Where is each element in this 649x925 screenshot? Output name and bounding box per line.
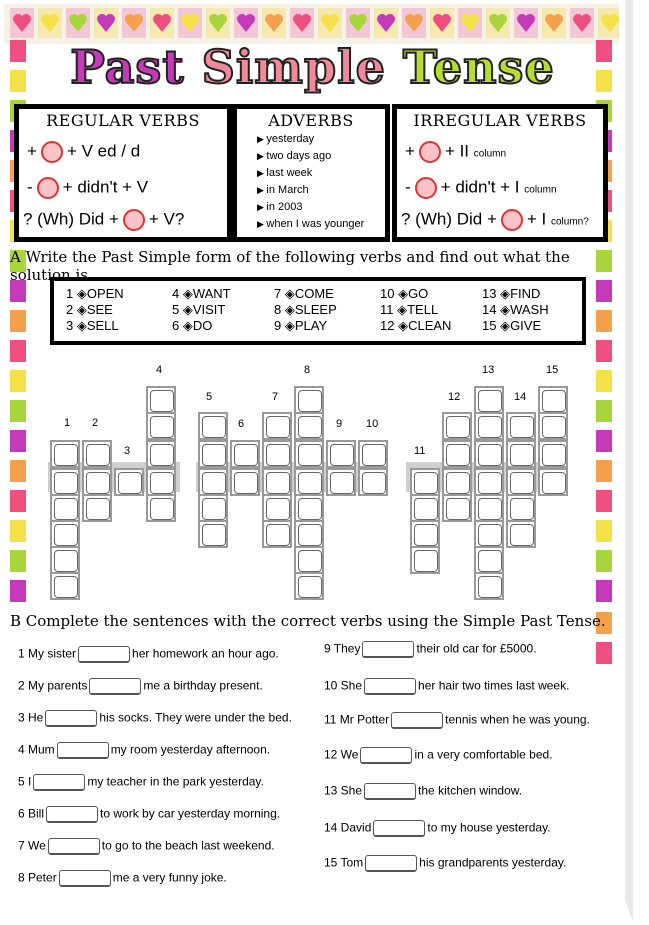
crossword-cell[interactable]	[82, 440, 112, 468]
border-tile	[10, 520, 26, 542]
crossword-cell[interactable]	[442, 412, 472, 440]
border-tile	[596, 400, 612, 422]
sentence: 11 Mr Potter tennis when he was young.	[324, 712, 590, 729]
grid-number: 8	[304, 364, 311, 376]
adverb-item: ▶ when I was younger	[257, 218, 364, 230]
crossword-cell[interactable]	[114, 468, 144, 496]
border-tile	[10, 550, 26, 572]
crossword-cell[interactable]	[538, 468, 568, 496]
crossword-cell[interactable]	[50, 546, 80, 574]
answer-blank[interactable]	[48, 838, 100, 855]
adverbs-box	[232, 104, 390, 242]
section-b-instruction: B Complete the sentences with the correct verbs using the Simple Past Tense.	[10, 612, 606, 630]
sentence: 13 She the kitchen window.	[324, 783, 522, 800]
crossword-cell[interactable]	[474, 412, 504, 440]
border-tile	[596, 580, 612, 602]
title-word-tense: Tense	[402, 40, 555, 94]
border-tile	[596, 520, 612, 542]
crossword-cell[interactable]	[230, 468, 260, 496]
verb-item: 2 ◈SEE	[66, 302, 113, 317]
verb-item: 13 ◈FIND	[482, 286, 541, 301]
crossword-cell[interactable]	[506, 468, 536, 496]
grid-number: 14	[514, 391, 527, 403]
crossword-cell[interactable]	[474, 520, 504, 548]
sentence: 1 My sister her homework an hour ago.	[18, 646, 279, 663]
border-tile	[10, 460, 26, 482]
sentence: 5 I my teacher in the park yesterday.	[18, 774, 264, 791]
crossword-cell[interactable]	[262, 468, 292, 496]
regular-verbs-box	[14, 104, 232, 242]
grid-number: 9	[336, 418, 343, 430]
border-tile	[596, 642, 612, 664]
crossword-cell[interactable]	[146, 412, 176, 440]
crossword-cell[interactable]	[538, 412, 568, 440]
heart-border-decoration	[4, 4, 619, 44]
verb-item: 1 ◈OPEN	[66, 286, 124, 301]
crossword-cell[interactable]	[262, 520, 292, 548]
sentence: 8 Peter me a very funny joke.	[18, 870, 227, 887]
crossword-cell[interactable]	[294, 520, 324, 548]
border-tile	[596, 340, 612, 362]
answer-blank[interactable]	[46, 806, 98, 823]
crossword-cell[interactable]	[474, 546, 504, 574]
verb-item: 10 ◈GO	[380, 286, 429, 301]
crossword-cell[interactable]	[198, 468, 228, 496]
crossword-cell[interactable]	[538, 440, 568, 468]
border-tile	[10, 490, 26, 512]
crossword-cell[interactable]	[230, 440, 260, 468]
crossword-cell[interactable]	[294, 412, 324, 440]
adverb-item: ▶ yesterday	[257, 133, 314, 145]
border-tile	[10, 370, 26, 392]
sentence: 15 Tom his grandparents yesterday.	[324, 855, 566, 872]
answer-blank[interactable]	[360, 747, 412, 764]
verb-item: 5 ◈VISIT	[172, 302, 226, 317]
grid-number: 12	[448, 391, 461, 403]
sentence: 14 David to my house yesterday.	[324, 820, 551, 837]
answer-blank[interactable]	[78, 646, 130, 663]
grid-number: 5	[206, 391, 213, 403]
answer-blank[interactable]	[45, 710, 97, 727]
verb-item: 14 ◈WASH	[482, 302, 549, 317]
irregular-negative-rule: - + didn't + I column	[405, 177, 557, 199]
crossword-cell[interactable]	[294, 572, 324, 600]
crossword-cell[interactable]	[506, 520, 536, 548]
sentence: 9 They their old car for £5000.	[324, 641, 537, 658]
crossword-cell[interactable]	[262, 440, 292, 468]
crossword-cell[interactable]	[198, 440, 228, 468]
crossword-cell[interactable]	[262, 412, 292, 440]
section-a-instruction: A Write the Past Simple form of the following verbs and find out what the solution is	[10, 248, 570, 284]
irregular-question-rule: ? (Wh) Did + + I column?	[401, 209, 589, 231]
answer-blank[interactable]	[59, 870, 111, 887]
regular-affirmative-rule: + + V ed / d	[27, 141, 140, 163]
crossword-cell[interactable]	[326, 440, 356, 468]
sentence: 2 My parents me a birthday present.	[18, 678, 263, 695]
regular-question-rule: ? (Wh) Did + + V?	[23, 209, 184, 231]
border-tile	[596, 550, 612, 572]
crossword-cell[interactable]	[262, 494, 292, 522]
crossword-cell[interactable]	[294, 494, 324, 522]
crossword-cell[interactable]	[294, 546, 324, 574]
grid-number: 10	[366, 418, 379, 430]
crossword-cell[interactable]	[506, 412, 536, 440]
irregular-verbs-box	[392, 104, 608, 242]
verb-item: 6 ◈DO	[172, 318, 213, 333]
sentence: 6 Bill to work by car yesterday morning.	[18, 806, 280, 823]
adverb-item: ▶ two days ago	[257, 150, 331, 162]
border-tile	[10, 340, 26, 362]
crossword-cell[interactable]	[294, 386, 324, 414]
crossword-cell[interactable]	[50, 494, 80, 522]
crossword-cell[interactable]	[442, 468, 472, 496]
crossword-cell[interactable]	[474, 494, 504, 522]
verb-item: 9 ◈PLAY	[274, 318, 328, 333]
subject-face-icon	[415, 177, 437, 199]
subject-face-icon	[41, 141, 63, 163]
answer-blank[interactable]	[364, 783, 416, 800]
border-tile	[10, 310, 26, 332]
crossword-cell[interactable]	[146, 468, 176, 496]
adverb-item: ▶ last week	[257, 167, 312, 179]
border-tile	[10, 580, 26, 602]
border-tile	[596, 460, 612, 482]
sentence: 12 We in a very comfortable bed.	[324, 747, 553, 764]
page-title	[0, 40, 625, 94]
irregular-affirmative-rule: + + II column	[405, 141, 506, 163]
adverb-item: ▶ in 2003	[257, 201, 303, 213]
grid-number: 2	[92, 417, 99, 429]
answer-blank[interactable]	[373, 820, 425, 837]
grid-number: 6	[238, 418, 245, 430]
crossword-cell[interactable]	[506, 440, 536, 468]
border-tile	[596, 430, 612, 452]
adverbs-heading: ADVERBS	[268, 111, 354, 130]
crossword-cell[interactable]	[294, 440, 324, 468]
crossword-cell[interactable]	[410, 468, 440, 496]
title-word-simple: Simple	[201, 40, 386, 94]
grid-number: 11	[414, 445, 426, 457]
crossword-cell[interactable]	[146, 494, 176, 522]
regular-negative-rule: - + didn't + V	[27, 177, 148, 199]
answer-blank[interactable]	[89, 678, 141, 695]
answer-blank[interactable]	[57, 742, 109, 759]
crossword-cell[interactable]	[410, 546, 440, 574]
sentence: 7 We to go to the beach last weekend.	[18, 838, 275, 855]
border-tile	[596, 310, 612, 332]
crossword-cell[interactable]	[198, 520, 228, 548]
crossword-cell[interactable]	[50, 468, 80, 496]
verb-item: 12 ◈CLEAN	[380, 318, 452, 333]
grid-number: 15	[546, 364, 559, 376]
title-word-past: Past	[70, 40, 185, 94]
grid-number: 3	[124, 445, 131, 457]
grid-number: 4	[156, 364, 163, 376]
sentence: 4 Mum my room yesterday afternoon.	[18, 742, 270, 759]
subject-face-icon	[37, 177, 59, 199]
crossword-cell[interactable]	[358, 440, 388, 468]
adverb-item: ▶ in March	[257, 184, 309, 196]
sentence: 3 He his socks. They were under the bed.	[18, 710, 292, 727]
crossword-cell[interactable]	[146, 440, 176, 468]
verb-item: 4 ◈WANT	[172, 286, 231, 301]
sentence: 10 She her hair two times last week.	[324, 678, 569, 695]
verb-item: 11 ◈TELL	[380, 302, 439, 317]
crossword-cell[interactable]	[294, 468, 324, 496]
crossword-cell[interactable]	[410, 494, 440, 522]
grid-number: 7	[272, 391, 279, 403]
verb-list-box	[50, 277, 586, 345]
crossword-cell[interactable]	[146, 386, 176, 414]
answer-blank[interactable]	[362, 641, 414, 658]
answer-blank[interactable]	[364, 678, 416, 695]
crossword-cell[interactable]	[474, 468, 504, 496]
crossword-cell[interactable]	[50, 440, 80, 468]
subject-face-icon	[419, 141, 441, 163]
grid-number: 13	[482, 364, 495, 376]
grid-number: 1	[64, 417, 71, 429]
verb-item: 8 ◈SLEEP	[274, 302, 337, 317]
crossword-cell[interactable]	[474, 440, 504, 468]
border-tile	[596, 370, 612, 392]
verb-item: 7 ◈COME	[274, 286, 334, 301]
crossword-cell[interactable]	[198, 412, 228, 440]
border-tile	[596, 490, 612, 512]
crossword-cell[interactable]	[198, 494, 228, 522]
answer-blank[interactable]	[391, 712, 443, 729]
crossword-cell[interactable]	[50, 520, 80, 548]
answer-blank[interactable]	[33, 774, 85, 791]
crossword-cell[interactable]	[474, 572, 504, 600]
regular-verbs-heading: REGULAR VERBS	[46, 111, 200, 130]
verb-item: 15 ◈GIVE	[482, 318, 542, 333]
crossword-cell[interactable]	[50, 572, 80, 600]
subject-face-icon	[123, 209, 145, 231]
subject-face-icon	[501, 209, 523, 231]
crossword-cell[interactable]	[442, 440, 472, 468]
crossword-cell[interactable]	[474, 386, 504, 414]
border-tile	[10, 400, 26, 422]
irregular-verbs-heading: IRREGULAR VERBS	[413, 111, 587, 130]
crossword-cell[interactable]	[82, 468, 112, 496]
crossword-cell[interactable]	[538, 386, 568, 414]
crossword-cell[interactable]	[506, 494, 536, 522]
crossword-cell[interactable]	[442, 494, 472, 522]
crossword-cell[interactable]	[326, 468, 356, 496]
crossword-cell[interactable]	[358, 468, 388, 496]
verb-item: 3 ◈SELL	[66, 318, 119, 333]
crossword-cell[interactable]	[82, 494, 112, 522]
border-tile	[10, 430, 26, 452]
answer-blank[interactable]	[365, 855, 417, 872]
crossword-cell[interactable]	[410, 520, 440, 548]
